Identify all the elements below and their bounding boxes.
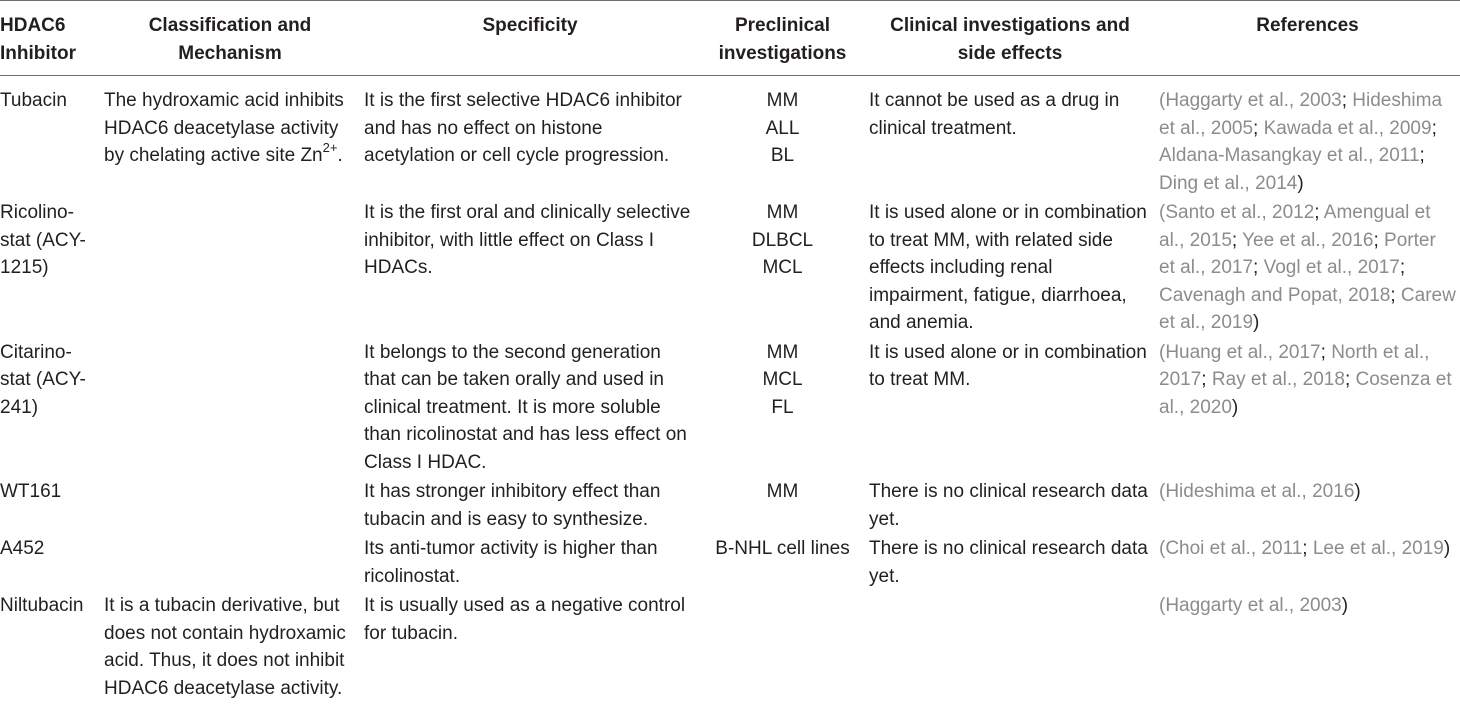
reference-link[interactable]: Porter et al., 2017 <box>1159 229 1436 278</box>
preclinical-model: MCL <box>762 369 803 390</box>
references-cell: (Hideshima et al., 2016) <box>1159 481 1361 502</box>
preclinical-model: FL <box>771 396 794 418</box>
reference-link[interactable]: Haggarty et al., 2003 <box>1165 90 1342 111</box>
reference-link[interactable]: Huang et al., 2017 <box>1165 341 1321 363</box>
preclinical-cell <box>700 590 865 702</box>
classification-cell <box>100 76 360 198</box>
classification-text: The hydroxamic acid inhibits HDAC6 deacetylase activity by chelating active site Zn <box>104 90 344 166</box>
preclinical-model: BL <box>770 145 795 166</box>
clinical-cell: It is used alone or in combination to treat MM. <box>869 341 1147 390</box>
preclinical-cell <box>700 197 865 337</box>
inhibitor-name: Tubacin <box>0 90 67 111</box>
inhibitor-name: A452 <box>0 538 45 559</box>
preclinical-model: ALL <box>765 117 800 139</box>
reference-link[interactable]: Carew et al., 2019 <box>1159 284 1456 333</box>
preclinical-model: MM <box>766 481 799 502</box>
references-cell: (Haggarty et al., 2003) <box>1159 595 1349 616</box>
specificity-cell: It has stronger inhibitory effect than tubacin and is easy to synthesize. <box>364 481 661 530</box>
references-cell: (Haggarty et al., 2003; Hideshima et al., 2005; Kawada et al., 2009; Aldana-Masangkay et al., 2011; Ding et al., 2014) <box>1159 90 1443 194</box>
header-clinical: Clinical investigations and side effects <box>865 1 1155 76</box>
clinical-cell: It cannot be used as a drug in clinical treatment. <box>869 90 1120 139</box>
header-references: References <box>1155 1 1460 76</box>
table-row <box>0 76 1460 198</box>
classification-superscript: 2+ <box>322 139 338 155</box>
reference-link[interactable]: North et al., 2017 <box>1159 341 1430 390</box>
table-body <box>0 76 1460 703</box>
header-preclinical: Preclinical investigations <box>700 1 865 76</box>
preclinical-model: B-NHL cell lines <box>715 538 850 559</box>
reference-link[interactable]: Lee et al., 2019 <box>1312 538 1444 559</box>
classification-end: . <box>337 145 343 166</box>
reference-link[interactable]: Ray et al., 2018 <box>1211 369 1345 390</box>
references-cell: (Santo et al., 2012; Amengual et al., 2015; Yee et al., 2016; Porter et al., 2017; Vogl et al., 2017; Cavenagh and Popat, 2018; Carew et al., 2019) <box>1159 202 1456 333</box>
specificity-cell: It belongs to the second generation that can be taken orally and used in clinical treatment. It is more soluble than ricolinostat and has less effect on Class I HDAC. <box>364 341 687 473</box>
reference-link[interactable]: Vogl et al., 2017 <box>1263 257 1400 278</box>
reference-link[interactable]: Amengual et al., 2015 <box>1159 202 1431 251</box>
preclinical-model: MM <box>766 90 799 111</box>
header-row <box>0 1 1460 76</box>
specificity-cell: It is the first oral and clinically selective inhibitor, with little effect on Class I HDACs. <box>364 202 691 278</box>
header-specificity: Specificity <box>360 1 700 76</box>
header-inhibitor: HDAC6 Inhibitor <box>0 1 100 76</box>
inhibitor-name: Ricolino-stat (ACY-1215) <box>0 202 86 278</box>
preclinical-model: MCL <box>762 257 803 278</box>
classification-cell <box>100 590 360 702</box>
reference-link[interactable]: Aldana-Masangkay et al., 2011 <box>1159 145 1420 166</box>
preclinical-cell <box>700 76 865 198</box>
reference-link[interactable]: Choi et al., 2011 <box>1165 538 1303 559</box>
preclinical-cell <box>700 337 865 477</box>
reference-link[interactable]: Hideshima et al., 2005 <box>1159 90 1443 139</box>
reference-link[interactable]: Santo et al., 2012 <box>1165 202 1315 223</box>
specificity-cell: Its anti-tumor activity is higher than ricolinostat. <box>364 538 658 587</box>
preclinical-model: MM <box>766 341 799 363</box>
reference-link[interactable]: Kawada et al., 2009 <box>1263 117 1432 139</box>
table-header <box>0 1 1460 76</box>
references-cell: (Huang et al., 2017; North et al., 2017; Ray et al., 2018; Cosenza et al., 2020) <box>1159 341 1452 418</box>
clinical-cell: There is no clinical research data yet. <box>869 538 1148 587</box>
inhibitor-name: Citarino-stat (ACY-241) <box>0 341 86 418</box>
classification-cell <box>100 533 360 590</box>
clinical-cell <box>865 590 1155 702</box>
references-cell: (Choi et al., 2011; Lee et al., 2019) <box>1159 538 1451 559</box>
specificity-cell: It is usually used as a negative control for tubacin. <box>364 595 686 644</box>
table-row <box>0 337 1460 477</box>
reference-link[interactable]: Hideshima et al., 2016 <box>1165 481 1355 502</box>
reference-link[interactable]: Cosenza et al., 2020 <box>1159 369 1452 418</box>
classification-cell <box>100 197 360 337</box>
reference-link[interactable]: Cavenagh and Popat, 2018 <box>1159 284 1391 306</box>
reference-link[interactable]: Yee et al., 2016 <box>1242 229 1374 251</box>
clinical-cell: There is no clinical research data yet. <box>869 481 1148 530</box>
table-row <box>0 533 1460 590</box>
classification-cell <box>100 337 360 477</box>
preclinical-model: DLBCL <box>751 229 814 251</box>
table-row <box>0 590 1460 702</box>
clinical-cell: It is used alone or in combination to treat MM, with related side effects including renal impairment, fatigue, diarrhoea, and anemia. <box>869 202 1147 333</box>
classification-cell <box>100 476 360 533</box>
inhibitor-name: WT161 <box>0 481 62 502</box>
reference-link[interactable]: Ding et al., 2014 <box>1159 172 1298 194</box>
specificity-cell: It is the first selective HDAC6 inhibitor and has no effect on histone acetylation or cell cycle progression. <box>364 90 682 166</box>
preclinical-cell <box>700 533 865 590</box>
reference-link[interactable]: Haggarty et al., 2003 <box>1165 595 1342 616</box>
classification-text: It is a tubacin derivative, but does not contain hydroxamic acid. Thus, it does not inhibit HDAC6 deacetylase activity. <box>104 595 346 699</box>
table-row <box>0 476 1460 533</box>
preclinical-cell <box>700 476 865 533</box>
preclinical-model: MM <box>766 202 799 223</box>
inhibitor-name: Niltubacin <box>0 595 84 616</box>
header-classification: Classification and Mechanism <box>100 1 360 76</box>
table-row <box>0 197 1460 337</box>
